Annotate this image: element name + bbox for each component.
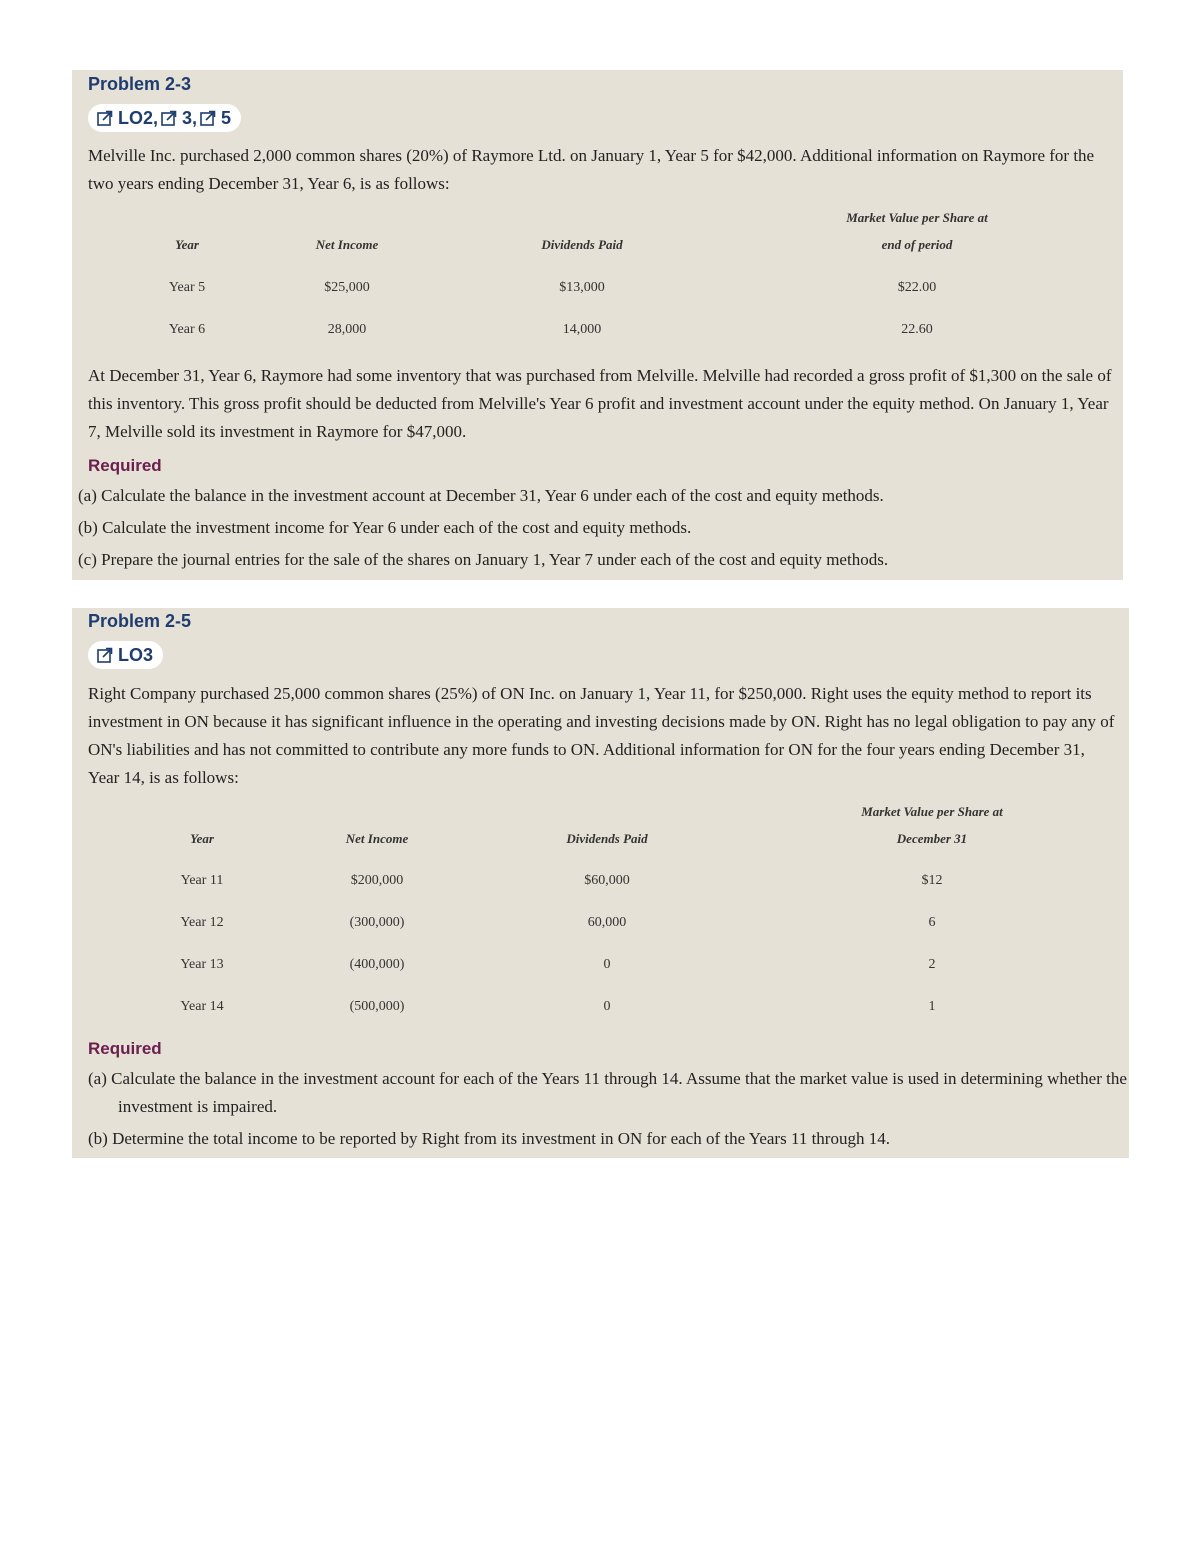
problem-title: Problem 2-3 (88, 74, 192, 94)
table-cell: Year 5 (168, 280, 206, 295)
problem-2-3-panel (72, 70, 1123, 580)
external-link-icon (199, 109, 217, 127)
table-header-year: Year (190, 831, 214, 846)
problem-intro: Right Company purchased 25,000 common shares (25%) of ON Inc. on January 1, Year 11, for $250,000. Right uses the equity method to report its investment in ON because it has significant influence in the operating and investing decisions made by ON. Right has no legal obligation to pay any of ON's liabilities and has not committed to contribute any more funds to ON. Additional information for ON for the four years ending December 31, Year 14, is as follows: (88, 684, 1115, 787)
table-header-dividends: Dividends Paid (566, 831, 648, 846)
table-cell: (500,000) (349, 999, 405, 1014)
table-cell: 6 (928, 915, 936, 930)
table-cell: Year 14 (180, 999, 224, 1014)
problem-intro: Melville Inc. purchased 2,000 common shares (20%) of Raymore Ltd. on January 1, Year 5 for $42,000. Additional information on Raymore for the two years ending December 31, Year 6, is as follows: (88, 146, 1095, 193)
required-heading: Required (88, 456, 162, 475)
table-cell: (300,000) (349, 915, 405, 930)
table-cell: $22.00 (897, 280, 937, 295)
requirement-item: (a) Calculate the balance in the investment account for each of the Years 11 through 14. Assume that the market value is used in determining whether the investment is impaired. (88, 1069, 1127, 1116)
table-cell: $13,000 (559, 280, 605, 295)
table-header-year: Year (175, 237, 199, 252)
table-cell: Year 11 (180, 873, 224, 888)
table-header-market-value-sub: December 31 (896, 831, 968, 846)
table-header-market-value: Market Value per Share at (861, 804, 1003, 819)
table-header-market-value: Market Value per Share at (846, 210, 988, 225)
table-cell: $25,000 (324, 280, 370, 295)
table-cell: 0 (603, 957, 611, 972)
table-header-dividends: Dividends Paid (541, 237, 623, 252)
table-header-net-income: Net Income (315, 237, 379, 252)
table-cell: 60,000 (587, 915, 627, 930)
table-cell: $60,000 (584, 873, 630, 888)
table-cell: 28,000 (327, 322, 367, 337)
table-cell: 14,000 (562, 322, 602, 337)
problem-after-text: At December 31, Year 6, Raymore had some inventory that was purchased from Melville. Melville had recorded a gross profit of $1,300 on the sale of this inventory. This gross profit should be deducted from Melville's Year 6 profit and investment account under the equity method. On January 1, Year 7, Melville sold its investment in Raymore for $47,000. (88, 366, 1112, 441)
table-cell: 1 (928, 999, 936, 1014)
requirement-item: (b) Calculate the investment income for Year 6 under each of the cost and equity methods. (78, 518, 692, 537)
table-cell: (400,000) (349, 957, 405, 972)
external-link-icon (96, 646, 114, 664)
table-cell: $200,000 (350, 873, 404, 888)
required-heading: Required (88, 1039, 162, 1058)
requirement-item: (a) Calculate the balance in the investment account at December 31, Year 6 under each of the cost and equity methods. (78, 486, 884, 505)
lo-link[interactable]: 5 (221, 107, 232, 128)
lo-link[interactable]: LO3 (118, 644, 154, 665)
table-cell: 22.60 (901, 322, 933, 337)
table-cell: $12 (921, 873, 943, 888)
lo-link[interactable]: LO2, (118, 107, 159, 128)
problem-2-5-panel (72, 608, 1129, 1158)
table-cell: 2 (928, 957, 936, 972)
external-link-icon (160, 109, 178, 127)
table-header-net-income: Net Income (345, 831, 409, 846)
table-header-market-value-sub: end of period (881, 237, 953, 252)
table-cell: Year 13 (180, 957, 224, 972)
problem-title: Problem 2-5 (88, 611, 192, 631)
learning-objective-badges (88, 104, 241, 132)
table-cell: Year 12 (180, 915, 224, 930)
learning-objective-badges (88, 641, 163, 669)
external-link-icon (96, 109, 114, 127)
table-cell: 0 (603, 999, 611, 1014)
table-cell: Year 6 (168, 322, 206, 337)
requirement-item: (b) Determine the total income to be reported by Right from its investment in ON for each of the Years 11 through 14. (88, 1129, 890, 1148)
lo-link[interactable]: 3, (182, 107, 198, 128)
requirement-item: (c) Prepare the journal entries for the sale of the shares on January 1, Year 7 under each of the cost and equity methods. (78, 550, 889, 569)
